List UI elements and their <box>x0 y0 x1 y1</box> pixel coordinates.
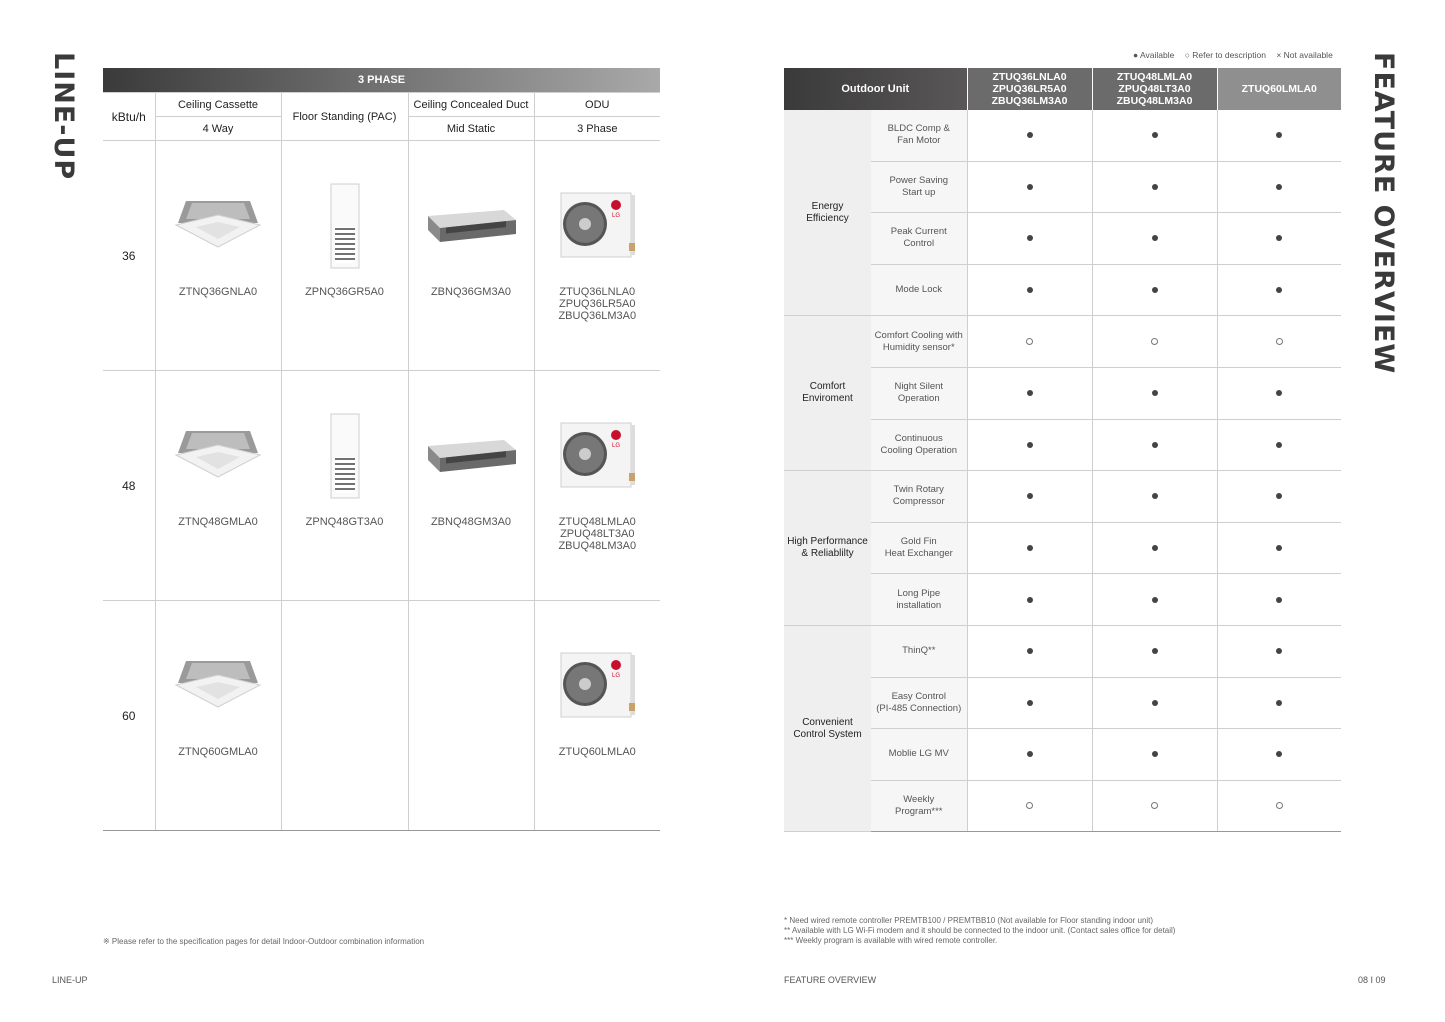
legend <box>1133 50 1341 60</box>
lineup-cell-floor-standing <box>281 141 408 371</box>
lineup-note: ※ Please refer to the specification pages for detail Indoor-Outdoor combination information <box>103 937 425 946</box>
col-header-duct: Ceiling Concealed Duct <box>408 93 534 117</box>
available-dot <box>1276 390 1282 396</box>
feature-availability <box>1217 780 1341 832</box>
feature-availability <box>1092 161 1217 213</box>
col-header-odu: ODU <box>534 93 660 117</box>
available-dot <box>1276 545 1282 551</box>
model-header-line: ZPUQ36LR5A0 <box>992 83 1067 95</box>
feature-availability <box>1092 574 1217 626</box>
available-dot <box>1027 235 1033 241</box>
feature-availability <box>1217 729 1341 781</box>
legend-refer: ○ Refer to description <box>1184 50 1266 60</box>
feature-name: Long Pipe installation <box>871 574 967 626</box>
feature-note: *** Weekly program is available with wired remote controller. <box>784 936 998 945</box>
available-dot <box>1027 390 1033 396</box>
feature-availability <box>1092 110 1217 161</box>
lineup-cell-odu <box>534 601 660 831</box>
feature-name: Twin Rotary Compressor <box>871 471 967 523</box>
model-header-60 <box>1217 68 1341 110</box>
feature-category: Convenient Control System <box>784 625 871 831</box>
feature-category: Energy Efficiency <box>784 110 871 316</box>
refer-circle <box>1276 338 1283 345</box>
lineup-row <box>103 371 660 601</box>
available-dot <box>1027 184 1033 190</box>
floor-standing-unit-image <box>282 411 408 501</box>
available-dot <box>1027 751 1033 757</box>
feature-name: Moblie LG MV <box>871 729 967 781</box>
model-name: ZTNQ48GMLA0 <box>178 516 258 528</box>
lineup-table <box>103 68 660 831</box>
lineup-cell-odu <box>534 371 660 601</box>
col-subheader-cassette: 4 Way <box>155 117 281 141</box>
cassette-unit-image <box>156 411 281 501</box>
available-dot <box>1276 235 1282 241</box>
feature-availability <box>967 471 1092 523</box>
model-header-line: ZBUQ48LM3A0 <box>1116 95 1193 107</box>
available-dot <box>1276 648 1282 654</box>
feature-note: * Need wired remote controller PREMTB100 / PREMTBB10 (Not available for Floor standing indoor unit) <box>784 916 1154 925</box>
feature-availability <box>1092 677 1217 729</box>
duct-unit-image <box>409 411 534 501</box>
model-header-line: ZPUQ48LT3A0 <box>1118 83 1191 95</box>
available-dot <box>1027 287 1033 293</box>
model-name: ZPNQ48GT3A0 <box>305 516 384 528</box>
model-name: ZTNQ60GMLA0 <box>178 746 258 758</box>
feature-availability <box>967 729 1092 781</box>
lineup-cell-cassette <box>155 141 281 371</box>
refer-circle <box>1026 802 1033 809</box>
feature-name: Night Silent Operation <box>871 367 967 419</box>
model-name: ZTUQ36LNLA0 ZPUQ36LR5A0 ZBUQ36LM3A0 <box>558 286 637 322</box>
feature-availability <box>1217 316 1341 368</box>
feature-row <box>784 625 1341 677</box>
feature-availability <box>967 316 1092 368</box>
model-name: ZTUQ48LMLA0 ZPUQ48LT3A0 ZBUQ48LM3A0 <box>558 516 637 552</box>
lineup-cell-cassette <box>155 601 281 831</box>
feature-availability <box>1217 264 1341 316</box>
feature-availability <box>967 522 1092 574</box>
available-dot <box>1152 700 1158 706</box>
duct-unit-image <box>409 181 534 271</box>
feature-availability <box>967 625 1092 677</box>
feature-availability <box>1217 574 1341 626</box>
available-dot <box>1027 442 1033 448</box>
available-dot <box>1152 597 1158 603</box>
feature-availability <box>967 110 1092 161</box>
feature-name: Weekly Program*** <box>871 780 967 832</box>
feature-availability <box>1217 110 1341 161</box>
feature-availability <box>1217 471 1341 523</box>
col-header-cassette: Ceiling Cassette <box>155 93 281 117</box>
feature-availability <box>1092 522 1217 574</box>
model-header-36 <box>967 68 1092 110</box>
available-dot <box>1276 493 1282 499</box>
available-dot <box>1027 493 1033 499</box>
feature-name: Mode Lock <box>871 264 967 316</box>
kbtu-value: 36 <box>103 141 155 371</box>
available-dot <box>1276 287 1282 293</box>
refer-circle <box>1026 338 1033 345</box>
lineup-row <box>103 141 660 371</box>
available-dot <box>1276 700 1282 706</box>
available-dot <box>1152 235 1158 241</box>
model-name: ZPNQ36GR5A0 <box>305 286 384 298</box>
model-header-line: ZTUQ60LMLA0 <box>1241 83 1317 95</box>
feature-availability <box>1217 213 1341 265</box>
available-dot <box>1152 648 1158 654</box>
feature-availability <box>967 161 1092 213</box>
feature-availability <box>1092 419 1217 471</box>
feature-availability <box>1217 625 1341 677</box>
odu-unit-image <box>535 181 661 271</box>
feature-name: Easy Control (PI-485 Connection) <box>871 677 967 729</box>
available-dot <box>1276 442 1282 448</box>
feature-availability <box>1217 161 1341 213</box>
feature-availability <box>1092 625 1217 677</box>
floor-standing-unit-image <box>282 181 408 271</box>
available-dot <box>1276 184 1282 190</box>
available-dot <box>1276 597 1282 603</box>
feature-name: Peak Current Control <box>871 213 967 265</box>
feature-availability <box>1217 677 1341 729</box>
feature-availability <box>967 367 1092 419</box>
available-dot <box>1152 751 1158 757</box>
kbtu-value: 48 <box>103 371 155 601</box>
lineup-cell-floor-standing <box>281 371 408 601</box>
feature-availability <box>1092 213 1217 265</box>
refer-circle <box>1151 338 1158 345</box>
feature-row <box>784 316 1341 368</box>
page-numbers: 08 I 09 <box>1358 975 1386 985</box>
available-dot <box>1152 132 1158 138</box>
available-dot <box>1027 648 1033 654</box>
feature-availability <box>1092 367 1217 419</box>
feature-category: High Performance & Reliablilty <box>784 471 871 626</box>
feature-availability <box>1092 316 1217 368</box>
available-dot <box>1027 700 1033 706</box>
available-dot <box>1276 132 1282 138</box>
lineup-row <box>103 601 660 831</box>
feature-availability <box>967 419 1092 471</box>
odu-unit-image <box>535 641 661 731</box>
refer-circle <box>1151 802 1158 809</box>
feature-availability <box>967 213 1092 265</box>
feature-availability <box>1092 729 1217 781</box>
cassette-unit-image <box>156 181 281 271</box>
lineup-cell-odu <box>534 141 660 371</box>
available-dot <box>1152 184 1158 190</box>
feature-availability <box>967 574 1092 626</box>
lineup-cell-cassette <box>155 371 281 601</box>
svg-text:LG: LG <box>612 213 621 219</box>
available-dot <box>1027 132 1033 138</box>
available-dot <box>1152 390 1158 396</box>
model-name: ZBNQ36GM3A0 <box>430 286 512 298</box>
svg-text:LG: LG <box>612 673 621 679</box>
feature-category: Comfort Enviroment <box>784 316 871 471</box>
feature-note: ** Available with LG Wi-Fi modem and it should be connected to the indoor unit. (Contact sales office for detail) <box>784 926 1176 935</box>
model-header-line: ZTUQ36LNLA0 <box>992 71 1067 83</box>
legend-available: ● Available <box>1133 50 1175 60</box>
feature-notes <box>784 916 1175 946</box>
model-name: ZBNQ48GM3A0 <box>430 516 512 528</box>
col-subheader-odu: 3 Phase <box>534 117 660 141</box>
feature-name: Gold Fin Heat Exchanger <box>871 522 967 574</box>
lineup-cell-duct <box>408 141 534 371</box>
feature-name: Power Saving Start up <box>871 161 967 213</box>
cassette-unit-image <box>156 641 281 731</box>
model-header-line: ZTUQ48LMLA0 <box>1116 71 1193 83</box>
kbtu-value: 60 <box>103 601 155 831</box>
feature-row <box>784 110 1341 161</box>
odu-unit-image <box>535 411 661 501</box>
feature-name: Comfort Cooling with Humidity sensor* <box>871 316 967 368</box>
feature-side-title: FEATURE OVERVIEW <box>1368 52 1399 375</box>
available-dot <box>1027 545 1033 551</box>
feature-availability <box>967 780 1092 832</box>
col-header-floor: Floor Standing (PAC) <box>281 93 408 141</box>
feature-name: ThinQ** <box>871 625 967 677</box>
right-footer: FEATURE OVERVIEW <box>784 975 877 985</box>
model-header-48 <box>1092 68 1217 110</box>
feature-name: Continuous Cooling Operation <box>871 419 967 471</box>
available-dot <box>1027 597 1033 603</box>
model-name: ZTUQ60LMLA0 <box>558 746 636 758</box>
col-subheader-duct: Mid Static <box>408 117 534 141</box>
model-header-line: ZBUQ36LM3A0 <box>991 95 1068 107</box>
lineup-cell-duct <box>408 601 534 831</box>
feature-availability <box>1217 419 1341 471</box>
feature-availability <box>1217 522 1341 574</box>
feature-availability <box>1092 264 1217 316</box>
available-dot <box>1276 751 1282 757</box>
svg-text:LG: LG <box>612 443 621 449</box>
legend-not-available: × Not available <box>1276 50 1333 60</box>
available-dot <box>1152 287 1158 293</box>
feature-row <box>784 471 1341 523</box>
available-dot <box>1152 442 1158 448</box>
available-dot <box>1152 493 1158 499</box>
phase-header: 3 PHASE <box>103 68 660 93</box>
feature-availability <box>967 264 1092 316</box>
left-footer: LINE-UP <box>52 975 88 985</box>
feature-availability <box>967 677 1092 729</box>
model-name: ZTNQ36GNLA0 <box>178 286 258 298</box>
feature-availability <box>1217 367 1341 419</box>
outdoor-unit-header: Outdoor Unit <box>784 68 967 110</box>
kbtu-header: kBtu/h <box>103 93 155 141</box>
lineup-side-title: LINE-UP <box>48 52 79 181</box>
feature-table <box>784 68 1341 832</box>
lineup-cell-duct <box>408 371 534 601</box>
feature-name: BLDC Comp & Fan Motor <box>871 110 967 161</box>
available-dot <box>1152 545 1158 551</box>
feature-availability <box>1092 471 1217 523</box>
feature-availability <box>1092 780 1217 832</box>
lineup-cell-floor-standing <box>281 601 408 831</box>
refer-circle <box>1276 802 1283 809</box>
